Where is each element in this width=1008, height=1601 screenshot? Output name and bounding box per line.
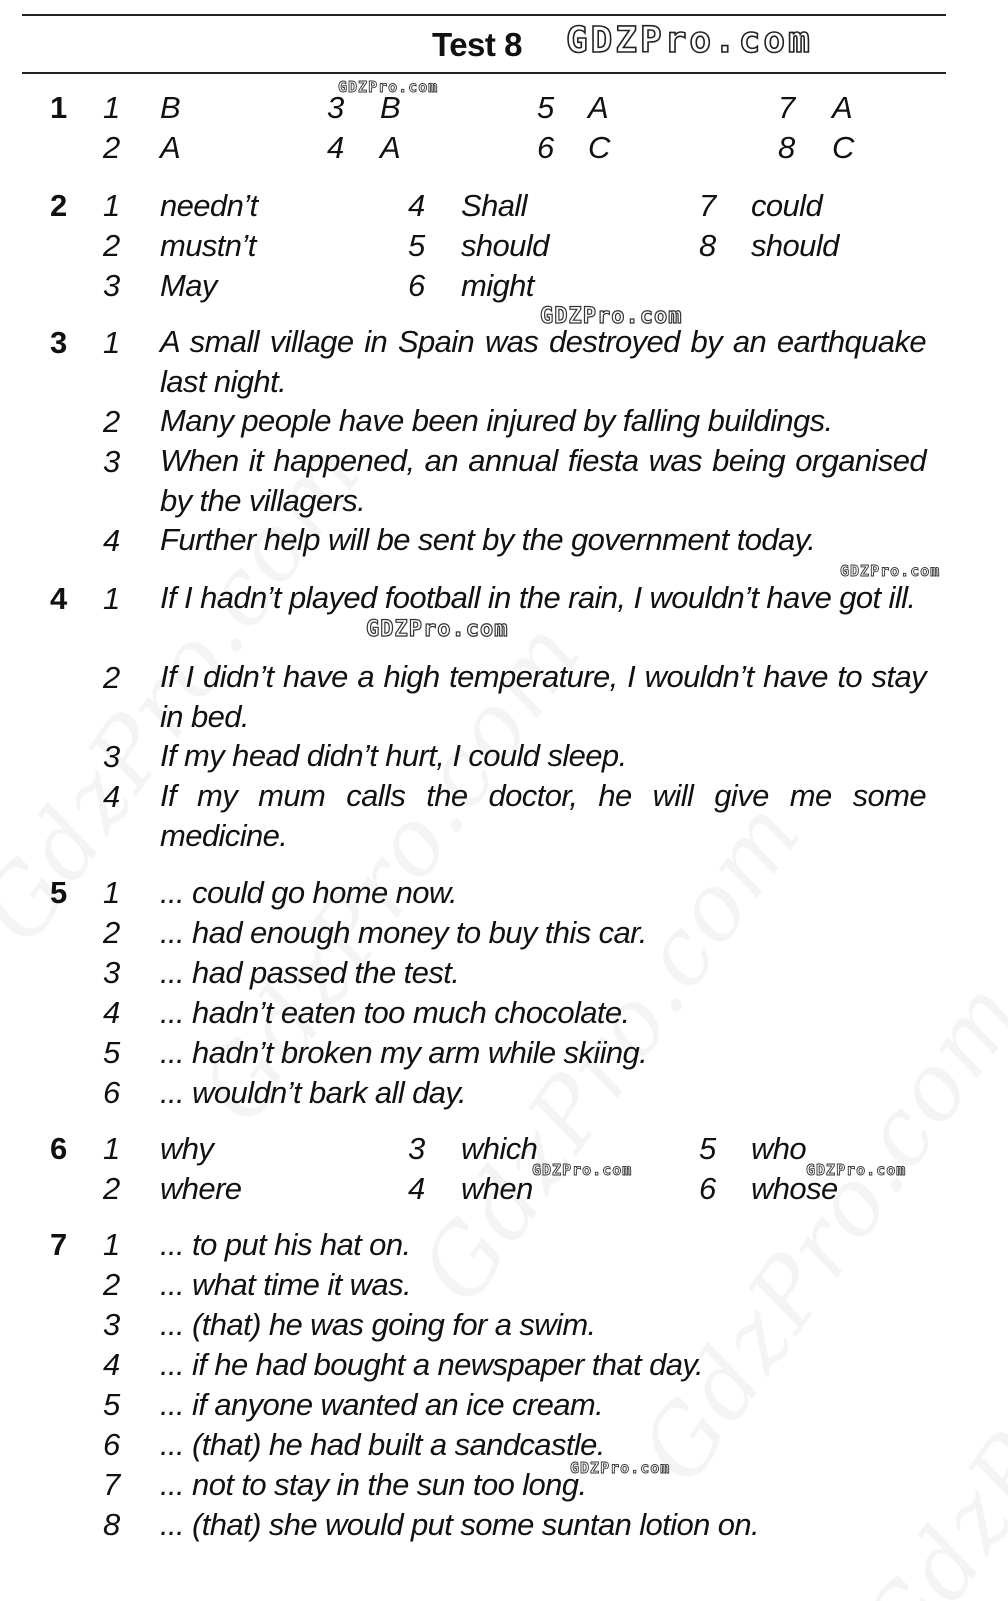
answer-sentence: ... what time it was. — [160, 1267, 411, 1302]
page-title: Test 8 — [432, 26, 522, 63]
answer-sentence: If my head didn’t hurt, I could sleep. — [160, 738, 627, 773]
item-number: 2 — [103, 404, 120, 439]
item-number: 4 — [327, 130, 344, 165]
item-number: 8 — [778, 130, 795, 165]
answer-sentence: ... had passed the test. — [160, 955, 460, 990]
item-number: 6 — [103, 1075, 120, 1110]
item-number: 5 — [699, 1131, 716, 1166]
item-number: 1 — [103, 90, 120, 125]
item-number: 8 — [699, 228, 716, 263]
item-number: 3 — [408, 1131, 425, 1166]
item-number: 5 — [408, 228, 425, 263]
answer-sentence: When it happened, an annual fiesta was being organised by the villagers. — [160, 443, 926, 518]
item-number: 2 — [103, 228, 120, 263]
item-number: 1 — [103, 581, 120, 616]
section-number: 3 — [50, 325, 68, 360]
answer-sentence: ... had enough money to buy this car. — [160, 915, 647, 950]
answer-sentence: ... if he had bought a newspaper that day. — [160, 1347, 703, 1382]
answer-sentence: ... hadn’t eaten too much chocolate. — [160, 995, 630, 1030]
item-number: 8 — [103, 1507, 120, 1542]
answer-sentence: ... hadn’t broken my arm while skiing. — [160, 1035, 648, 1070]
answer: May — [160, 268, 217, 303]
answer-sentence: A small village in Spain was destroyed by an earthquake last night. — [160, 324, 926, 399]
item-number: 1 — [103, 1131, 120, 1166]
answer-sentence: If my mum calls the doctor, he will give me some medicine. — [160, 778, 926, 853]
answer-sentence: Further help will be sent by the government today. — [160, 522, 816, 557]
item-number: 2 — [103, 1171, 120, 1206]
watermark-logo: GDZPro.com — [840, 562, 941, 580]
watermark-logo: GDZPro.com — [366, 617, 509, 642]
section-number: 5 — [50, 875, 68, 910]
item-number: 2 — [103, 915, 120, 950]
answer-sentence: If I hadn’t played football in the rain, I wouldn’t have got ill. — [160, 580, 916, 615]
answer: might — [461, 268, 534, 303]
item-number: 4 — [408, 1171, 425, 1206]
item-number: 5 — [103, 1035, 120, 1070]
item-number: 1 — [103, 188, 120, 223]
answer-sentence: ... could go home now. — [160, 875, 457, 910]
answer-sentence: ... to put his hat on. — [160, 1227, 411, 1262]
item-number: 7 — [699, 188, 716, 223]
answer: C — [832, 130, 854, 165]
section-number: 6 — [50, 1131, 68, 1166]
answer: B — [160, 90, 181, 125]
answer: C — [588, 130, 610, 165]
answer: why — [160, 1131, 214, 1166]
item-number: 3 — [103, 268, 120, 303]
answer-sentence: Many people have been injured by falling buildings. — [160, 403, 833, 438]
answer: needn’t — [160, 188, 258, 223]
item-number: 3 — [103, 444, 120, 479]
answer: could — [751, 188, 823, 223]
item-number: 3 — [103, 955, 120, 990]
item-number: 1 — [103, 875, 120, 910]
answer: which — [461, 1131, 538, 1166]
answer: where — [160, 1171, 242, 1206]
answer: A — [588, 90, 609, 125]
item-number: 2 — [103, 1267, 120, 1302]
answer: when — [461, 1171, 533, 1206]
answer: mustn’t — [160, 228, 256, 263]
watermark-logo: GDZPro.com — [532, 1161, 633, 1179]
answer-sentence: ... (that) she would put some suntan lotion on. — [160, 1507, 760, 1542]
answer: Shall — [461, 188, 527, 223]
item-number: 7 — [103, 1467, 120, 1502]
answer-sentence: ... not to stay in the sun too long. — [160, 1467, 587, 1502]
item-number: 6 — [537, 130, 554, 165]
item-number: 4 — [103, 1347, 120, 1382]
item-number: 5 — [103, 1387, 120, 1422]
item-number: 5 — [537, 90, 554, 125]
item-number: 6 — [103, 1427, 120, 1462]
section-number: 7 — [50, 1227, 68, 1262]
watermark-logo: GDZPro.com — [566, 20, 813, 61]
answer: whose — [751, 1171, 838, 1206]
answer: A — [160, 130, 181, 165]
watermark-logo: GDZPro.com — [806, 1161, 907, 1179]
answer: should — [751, 228, 839, 263]
item-number: 6 — [699, 1171, 716, 1206]
answer: A — [832, 90, 853, 125]
item-number: 4 — [103, 995, 120, 1030]
item-number: 1 — [103, 1227, 120, 1262]
watermark-logo: GDZPro.com — [570, 1459, 671, 1477]
section-number: 1 — [50, 90, 68, 125]
watermark-logo: GDZPro.com — [338, 78, 439, 96]
answer: should — [461, 228, 549, 263]
answer: A — [380, 130, 401, 165]
answer-sentence: ... if anyone wanted an ice cream. — [160, 1387, 604, 1422]
item-number: 2 — [103, 130, 120, 165]
answer-sentence: ... (that) he was going for a swim. — [160, 1307, 596, 1342]
item-number: 3 — [103, 739, 120, 774]
item-number: 4 — [408, 188, 425, 223]
answer-sentence: If I didn’t have a high temperature, I wouldn’t have to stay in bed. — [160, 659, 926, 734]
answer: who — [751, 1131, 807, 1166]
section-number: 4 — [50, 581, 68, 616]
item-number: 3 — [103, 1307, 120, 1342]
answer-sentence: ... (that) he had built a sandcastle. — [160, 1427, 605, 1462]
item-number: 3 — [327, 90, 344, 125]
item-number: 2 — [103, 660, 120, 695]
item-number: 4 — [103, 523, 120, 558]
answer-sentence: ... wouldn’t bark all day. — [160, 1075, 467, 1110]
item-number: 4 — [103, 779, 120, 814]
item-number: 1 — [103, 325, 120, 360]
answer: B — [380, 90, 401, 125]
watermark-logo: GDZPro.com — [540, 304, 683, 329]
item-number: 7 — [778, 90, 795, 125]
item-number: 6 — [408, 268, 425, 303]
section-number: 2 — [50, 188, 68, 223]
